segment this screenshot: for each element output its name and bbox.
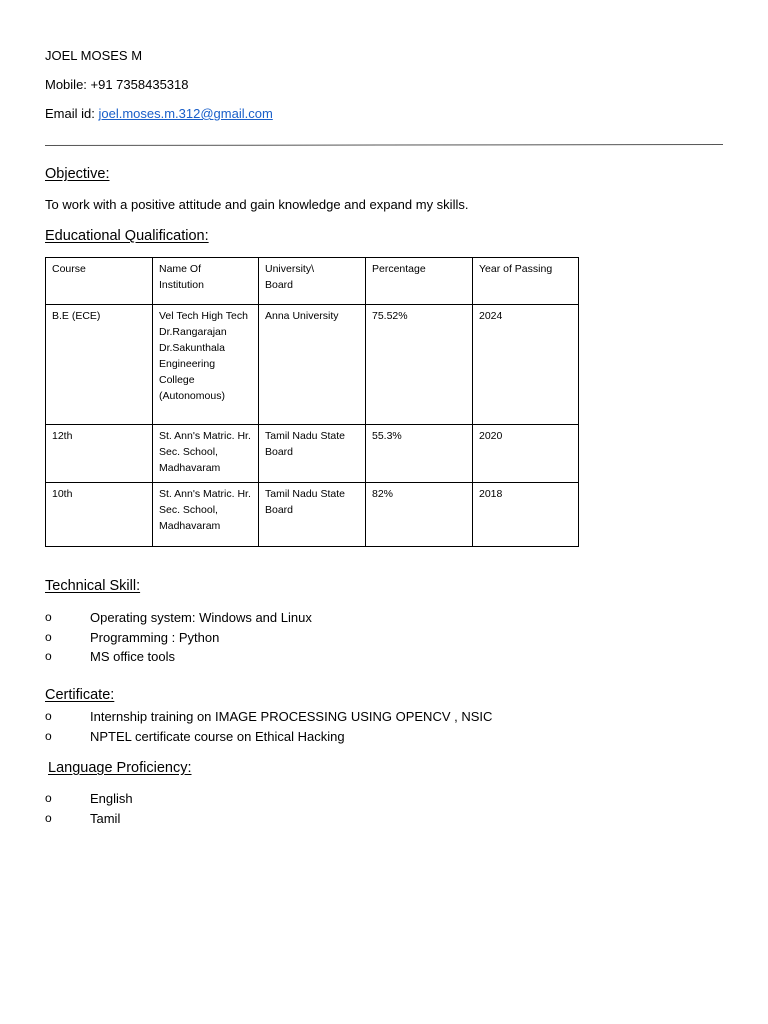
language-text: Tamil [90, 810, 121, 826]
skill-text: Programming : Python [90, 629, 220, 645]
table-header-cell: Year of Passing [473, 258, 579, 305]
table-cell: Tamil Nadu State Board [259, 425, 366, 483]
skill-text: Operating system: Windows and Linux [90, 610, 312, 625]
table-cell: 82% [366, 483, 473, 547]
table-cell: Anna University [259, 305, 366, 425]
bullet-marker: o [45, 629, 52, 644]
technical-skill-list [45, 608, 312, 667]
bullet-marker: o [45, 709, 52, 723]
skill-text: MS office tools [90, 649, 176, 664]
language-heading: Language Proficiency: [48, 760, 192, 776]
candidate-name: JOEL MOSES M [45, 48, 143, 63]
table-cell: 2020 [473, 425, 579, 483]
email-line [45, 106, 273, 122]
technical-skill-heading: Technical Skill: [45, 578, 141, 594]
table-header-row [46, 258, 579, 305]
education-heading: Educational Qualification: [45, 228, 209, 244]
table-cell: St. Ann's Matric. Hr. Sec. School, Madhavaram [153, 483, 259, 547]
table-row [46, 483, 579, 547]
table-cell: 10th [46, 483, 153, 547]
certificate-text: NPTEL certificate course on Ethical Hacking [90, 728, 345, 744]
certificate-text: Internship training on IMAGE PROCESSING USING OPENCV , NSIC [90, 709, 493, 724]
bullet-marker: o [45, 728, 52, 743]
table-header-cell: Name Of Institution [153, 258, 259, 305]
mobile-line: Mobile: +91 7358435318 [45, 77, 189, 92]
header-divider [45, 144, 723, 146]
list-item [45, 727, 492, 747]
table-cell: 2018 [473, 483, 579, 547]
table-cell: Tamil Nadu State Board [259, 483, 366, 547]
table-cell: Vel Tech High Tech Dr.Rangarajan Dr.Sakunthala Engineering College (Autonomous) [153, 305, 259, 425]
table-cell: 2024 [473, 305, 579, 425]
table-cell: 55.3% [366, 425, 473, 483]
bullet-marker: o [45, 649, 52, 663]
table-cell: St. Ann's Matric. Hr. Sec. School, Madhavaram [153, 425, 259, 483]
table-header-cell: Course [46, 258, 153, 305]
education-table [45, 257, 579, 547]
list-item [45, 647, 312, 667]
language-list [45, 789, 133, 828]
email-label: Email id: [45, 106, 99, 121]
table-cell: 12th [46, 425, 153, 483]
table-header-cell: Percentage [366, 258, 473, 305]
certificate-heading: Certificate: [45, 687, 115, 703]
table-cell: B.E (ECE) [46, 305, 153, 425]
certificate-list [45, 707, 492, 746]
bullet-marker: o [45, 791, 52, 805]
list-item [45, 809, 133, 829]
email-link[interactable]: joel.moses.m.312@gmail.com [98, 106, 273, 121]
objective-heading: Objective: [45, 166, 110, 182]
list-item [45, 608, 312, 628]
list-item [45, 789, 133, 809]
table-row [46, 305, 579, 425]
table-cell: 75.52% [366, 305, 473, 425]
bullet-marker: o [45, 810, 52, 825]
objective-text: To work with a positive attitude and gain knowledge and expand my skills. [45, 197, 469, 212]
bullet-marker: o [45, 610, 52, 624]
language-text: English [90, 791, 133, 806]
table-row [46, 425, 579, 483]
list-item [45, 707, 492, 727]
table-header-cell: University\ Board [259, 258, 366, 305]
list-item [45, 628, 312, 648]
